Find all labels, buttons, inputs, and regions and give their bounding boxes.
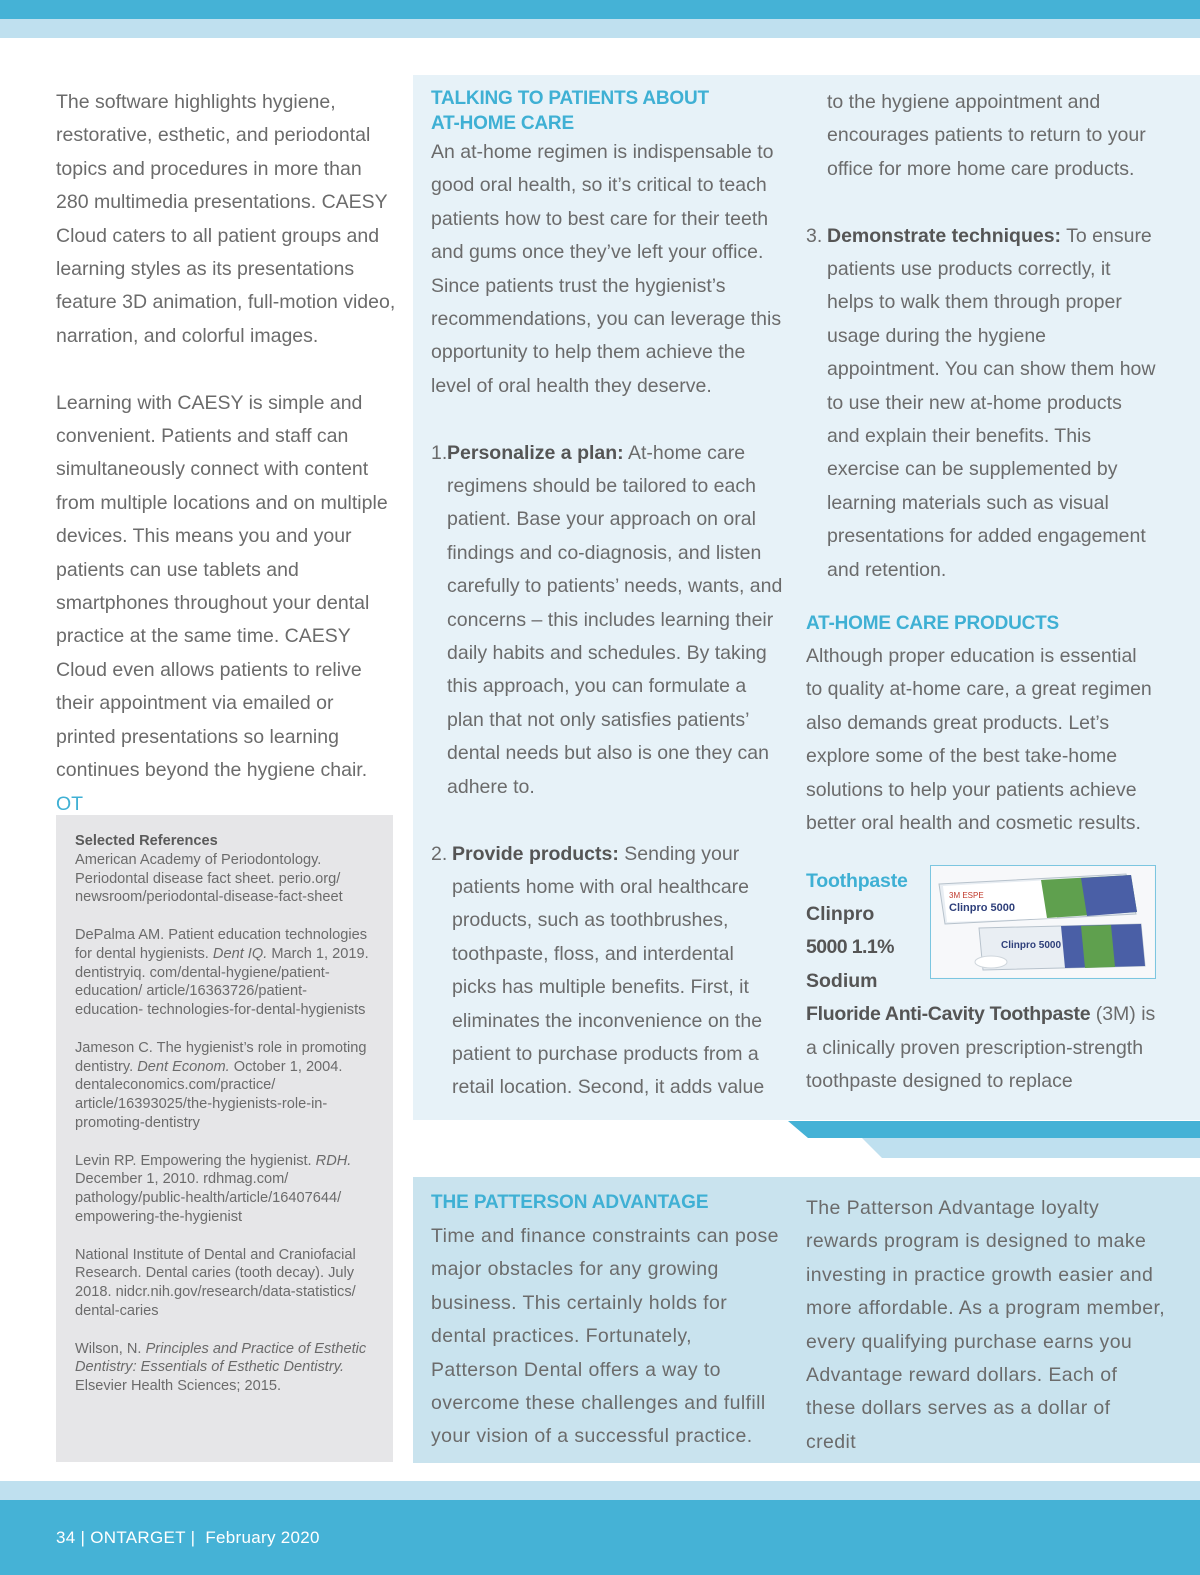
reference-text: Wilson, N. bbox=[75, 1340, 142, 1357]
reference-text: DePalma AM. Patient education technologies for dental hygienists. bbox=[75, 926, 368, 962]
products-heading: AT-HOME CARE PRODUCTS bbox=[806, 613, 1060, 635]
separator-stripe-light bbox=[862, 1138, 1200, 1158]
list-item-title: Personalize a plan: bbox=[447, 441, 624, 464]
product-name-line-4 bbox=[806, 998, 1156, 1031]
left-paragraph-2-text: Learning with CAESY is simple and convenient. Patients and staff can simultaneously connect with content from multiple locations and on multiple devices. This means you and your patients can use tablets and smartphones throughout your dental practice at the same time. CAESY Cloud even allows patients to relive their appointment via emailed or printed presentations so learning continues beyond the hygiene chair. bbox=[56, 391, 388, 782]
spacer bbox=[806, 587, 1156, 611]
reference-text: Levin RP. Empowering the hygienist. bbox=[75, 1152, 312, 1169]
list-item-text: to the hygiene appointment and encourages patients to return to your office for more home care products. bbox=[827, 91, 1146, 180]
list-item-text: To ensure patients use products correctly, it helps to walk them through proper usage during the hygiene appointment. You can show them how to use their new at-home products and explain their benefits. This exercise can be supplemented by learning materials such as visual presentations for added engagement and retention. bbox=[827, 224, 1156, 581]
talking-heading bbox=[431, 86, 783, 136]
reference-text: Elsevier Health Sciences; 2015. bbox=[75, 1378, 282, 1395]
reference-text: Jameson C. The hygienist’s role in promoting dentistry. bbox=[75, 1039, 367, 1075]
spacer bbox=[806, 841, 1156, 865]
spacer bbox=[431, 403, 783, 436]
talking-column bbox=[431, 86, 783, 1105]
list-item-text: At-home care regimens should be tailored to each patient. Base your approach on oral findings and co-diagnosis, and listen carefully to patients’ needs, wants, and concerns – this includes learning their daily habits and schedules. By taking this approach, you can formulate a plan that not only satisfies patients’ dental needs but also is one they can adhere to. bbox=[447, 441, 783, 798]
toothpaste-label: Toothpaste bbox=[806, 869, 908, 892]
separator-stripe-dark bbox=[788, 1121, 1200, 1138]
reference-journal: Principles and Practice of Esthetic Dentistry: Essentials of Esthetic Dentistry. bbox=[75, 1340, 367, 1376]
reference-journal: Dent Econom. bbox=[137, 1058, 230, 1075]
toothpaste-box-icon bbox=[931, 866, 1154, 977]
reference-item: American Academy of Periodontology. Periodontal disease fact sheet. perio.org/ newsroom/periodontal-disease-fact-sheet bbox=[75, 851, 343, 906]
list-number: 1. bbox=[431, 441, 448, 464]
spacer bbox=[431, 804, 783, 837]
end-mark: OT bbox=[56, 792, 84, 815]
reference-text: December 1, 2010. rdhmag.com/ pathology/public-health/article/16407644/ empowering-the-hygienist bbox=[75, 1171, 342, 1225]
products-intro: Although proper education is essential to quality at-home care, a great regimen also demands great products. Let’s explore some of the best take-home solutions to help your patients achieve better oral health and cosmetic results. bbox=[806, 645, 1152, 835]
toothpaste-section bbox=[806, 865, 1156, 1099]
product-description: a clinically proven prescription-strength toothpaste designed to replace bbox=[806, 1036, 1144, 1092]
patterson-column-right bbox=[806, 1192, 1166, 1459]
patterson-column-left bbox=[431, 1192, 781, 1454]
list-item-personalize bbox=[431, 437, 783, 804]
product-maker: (3M) is bbox=[1095, 1003, 1156, 1026]
list-item-title: Provide products: bbox=[452, 842, 619, 865]
reference-journal: Dent IQ. bbox=[212, 945, 268, 962]
list-number: 2. bbox=[431, 842, 448, 865]
talking-heading-line-2: AT-HOME CARE bbox=[431, 113, 574, 134]
list-item-title: Demonstrate techniques: bbox=[827, 224, 1062, 247]
toothpaste-image bbox=[930, 865, 1156, 979]
left-paragraph-1: The software highlights hygiene, restorative, esthetic, and periodontal topics and procedures in more than 280 multimedia presentations. CAESY Cloud caters to all patient groups and learning styles as its presentations feature 3D animation, full-motion video, narration, and colorful images. bbox=[56, 91, 396, 347]
reference-text: October 1, 2004. dentaleconomics.com/practice/ article/16393025/the-hygienists-role-in- promoting-dentistry bbox=[75, 1058, 343, 1131]
reference-item bbox=[75, 1340, 375, 1396]
list-item-demonstrate bbox=[806, 220, 1156, 587]
list-item-text: Sending your patients home with oral healthcare products, such as toothbrushes, toothpaste, floss, and interdental picks has multiple benefits. First, it eliminates the inconvenience on the patient to purchase products from a retail location. Second, it adds value bbox=[452, 842, 765, 1099]
list-item-provide bbox=[431, 838, 783, 1105]
footer-page-info: 34 | ONTARGET | February 2020 bbox=[56, 1528, 320, 1547]
patterson-text-right: The Patterson Advantage loyalty rewards program is designed to make investing in practice growth easier and more affordable. As a program member, every qualifying purchase earns you Advantage reward dollars. Each of these dollars serves as a dollar of credit bbox=[806, 1197, 1166, 1453]
product-name-line-2: 5000 1.1% bbox=[806, 936, 894, 959]
product-name-bold: Fluoride Anti-Cavity Toothpaste bbox=[806, 1003, 1091, 1026]
footer-band-accent bbox=[0, 1481, 1200, 1500]
products-column bbox=[806, 86, 1156, 1098]
reference-journal: RDH. bbox=[315, 1152, 352, 1169]
box-brand: 3M ESPE bbox=[949, 890, 984, 900]
spacer bbox=[806, 186, 1156, 219]
box-name: Clinpro 5000 bbox=[949, 901, 1016, 914]
tube-name: Clinpro 5000 bbox=[1001, 939, 1062, 951]
patterson-heading: THE PATTERSON ADVANTAGE bbox=[431, 1192, 709, 1213]
reference-item: National Institute of Dental and Craniofacial Research. Dental caries (tooth decay). July 2018. nidcr.nih.gov/research/data-statistics/ dental-caries bbox=[75, 1246, 356, 1319]
list-item-provide-continued bbox=[806, 86, 1156, 186]
product-name-line-1: Clinpro bbox=[806, 902, 875, 925]
reference-text: March 1, 2019. dentistryiq. com/dental-hygiene/patient-education/ article/16363726/patient-education- technologies-for-dental-hygienists bbox=[75, 945, 369, 1019]
talking-intro: An at-home regimen is indispensable to good oral health, so it’s critical to teach patients how to best care for their teeth and gums once they’ve left your office. Since patients trust the hygienist’s recommendations, you can leverage this opportunity to help them achieve the level of oral health they deserve. bbox=[431, 141, 782, 397]
patterson-text-left: Time and finance constraints can pose major obstacles for any growing business. This certainly holds for dental practices. Fortunately, Patterson Dental offers a way to overcome these challenges and fulfill your vision of a successful practice. bbox=[431, 1225, 779, 1448]
list-number: 3. bbox=[806, 224, 823, 247]
references-title: Selected References bbox=[75, 833, 218, 849]
talking-heading-line-1: TALKING TO PATIENTS ABOUT bbox=[431, 88, 709, 109]
product-name-line-3: Sodium bbox=[806, 969, 878, 992]
